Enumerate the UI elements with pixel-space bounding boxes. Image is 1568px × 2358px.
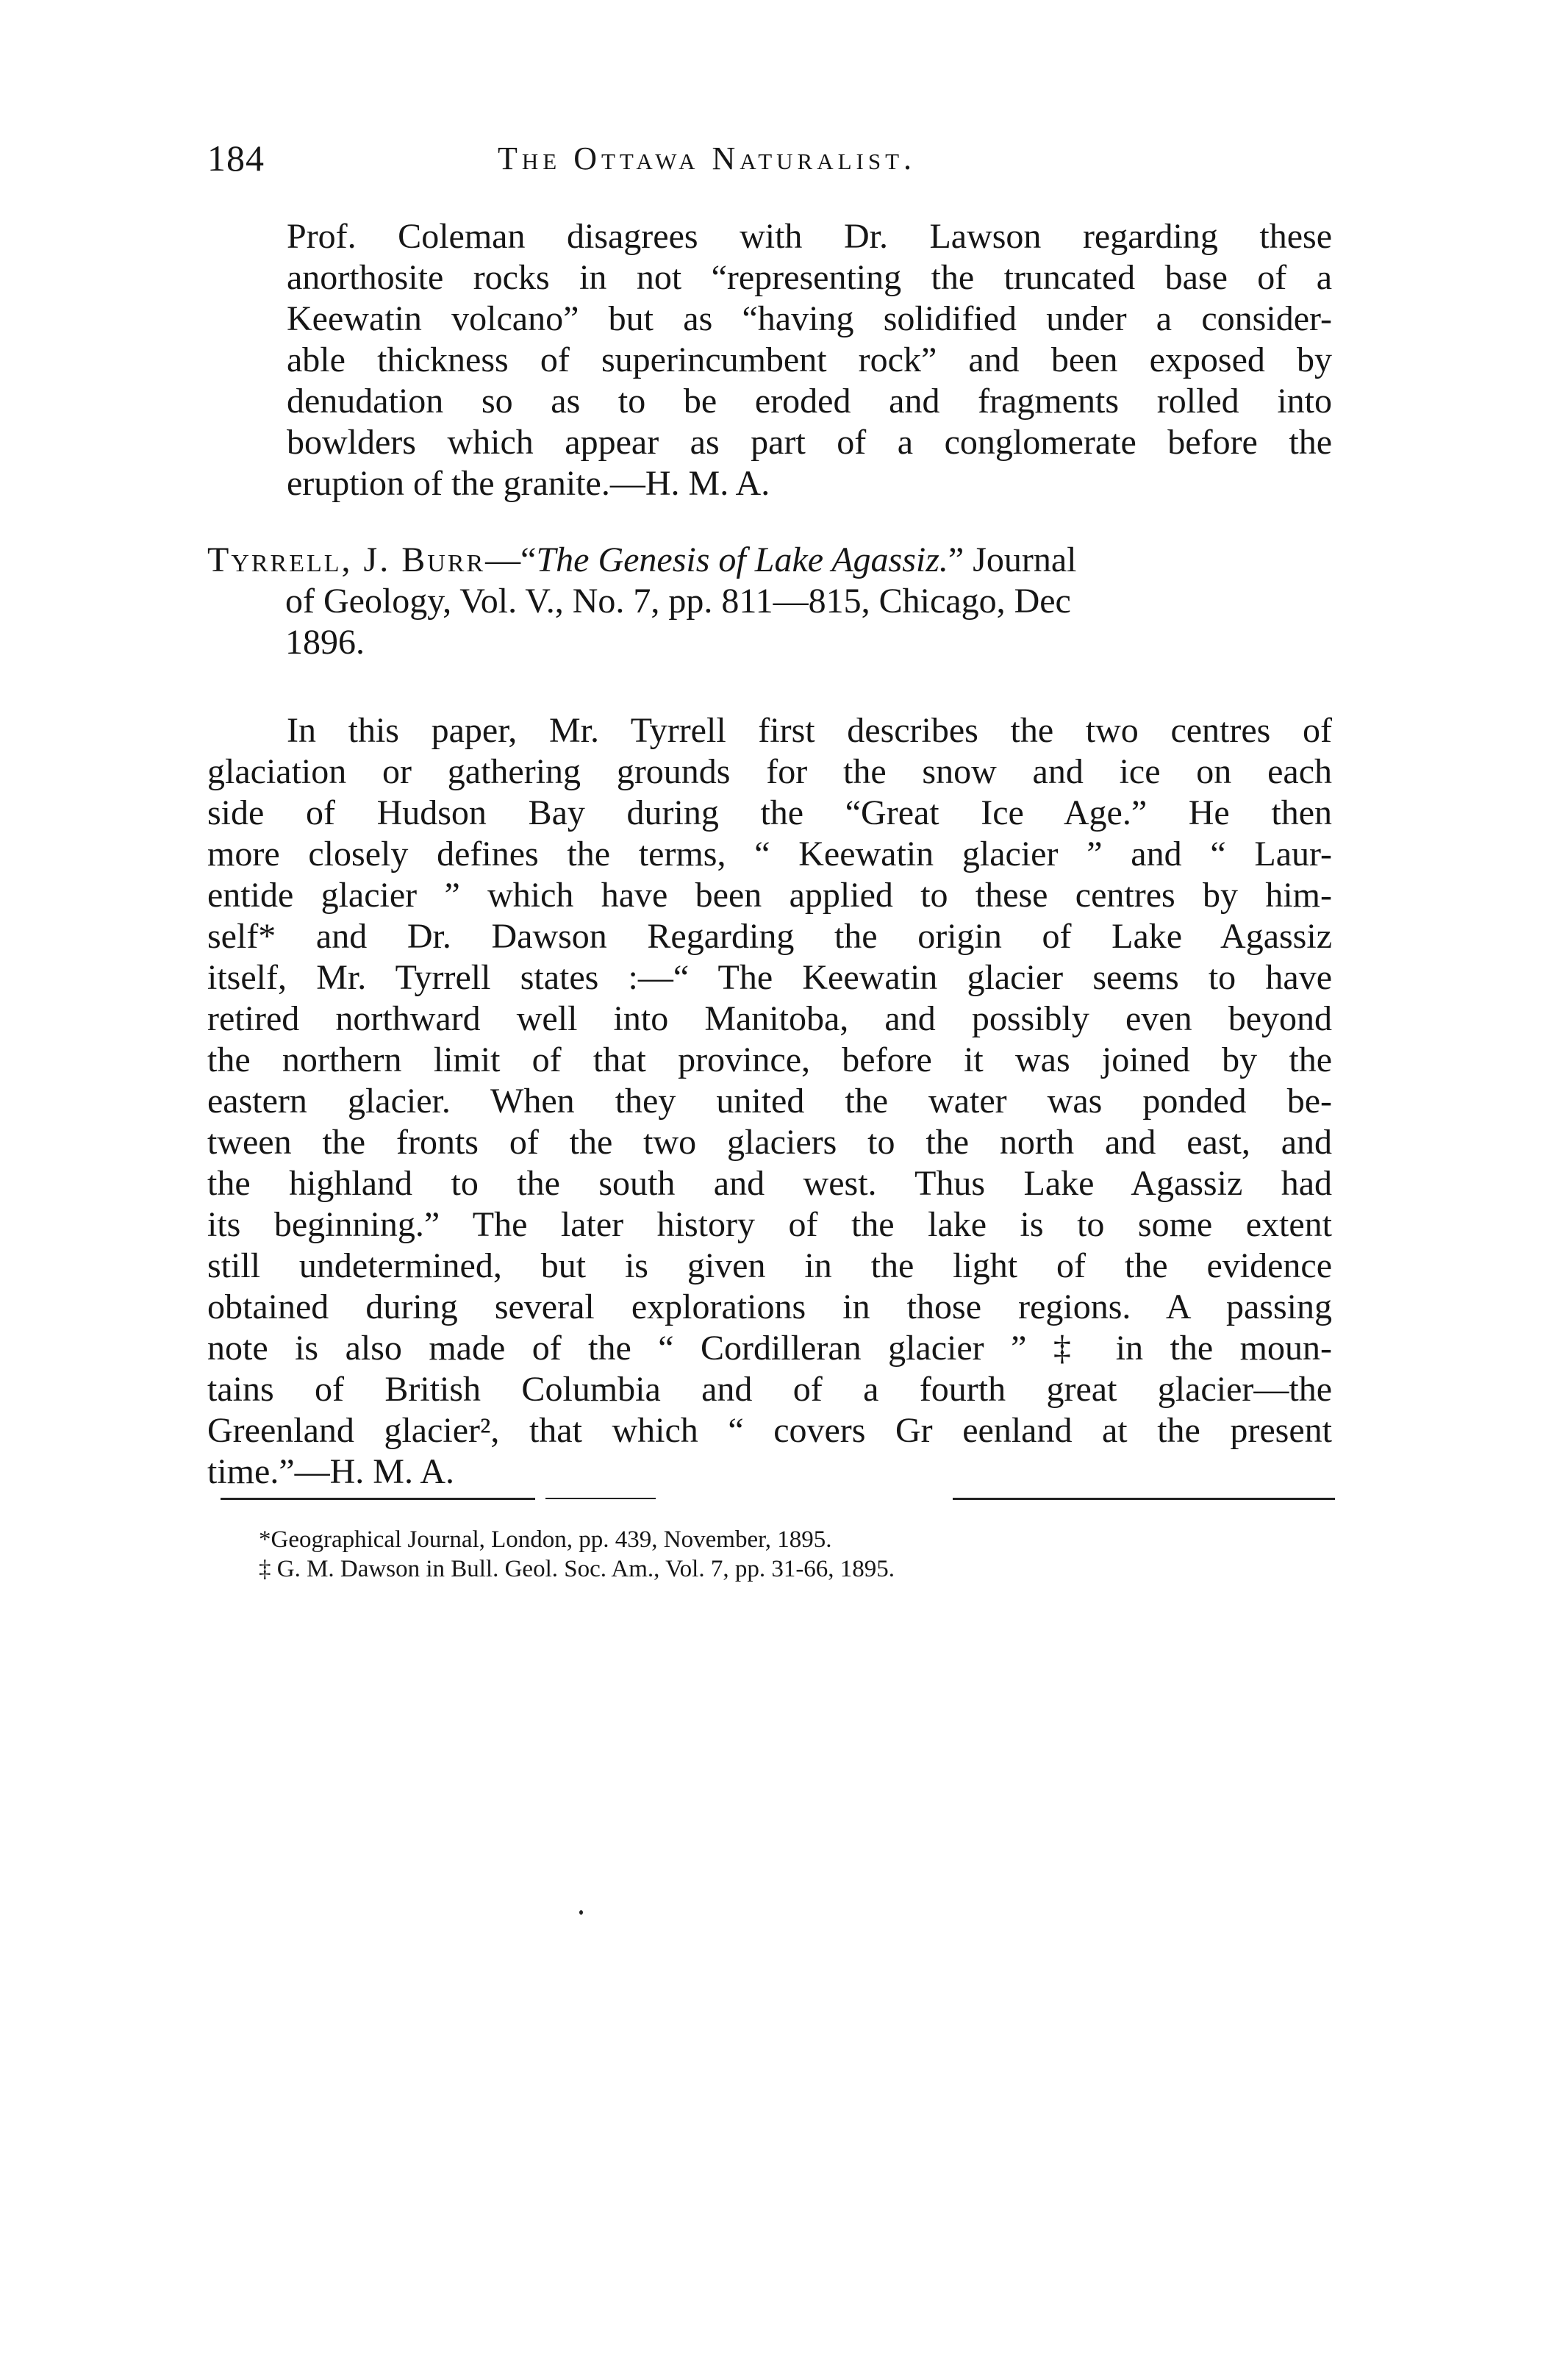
paragraph-line: tween the fronts of the two glaciers to the north and east, and — [207, 1123, 1332, 1162]
paragraph-line: able thickness of superincumbent rock” and been exposed by — [287, 340, 1332, 379]
citation-author: Tyrrell, J. Burr — [207, 540, 486, 579]
paragraph-line: its beginning.” The later history of the lake is to some extent — [207, 1205, 1332, 1244]
coleman-paragraph — [207, 216, 1332, 504]
paragraph-line: side of Hudson Bay during the “Great Ice Age.” He then — [207, 793, 1332, 832]
paragraph-line: note is also made of the “ Cordilleran glacier ” ‡ in the moun- — [207, 1329, 1332, 1368]
footnote-divider — [953, 1498, 1335, 1500]
footnote: *Geographical Journal, London, pp. 439, November, 1895. — [259, 1526, 832, 1553]
paragraph-line: eruption of the granite.—H. M. A. — [287, 464, 770, 503]
paragraph-line: self* and Dr. Dawson Regarding the origin of Lake Agassiz — [207, 917, 1332, 956]
paragraph-line: In this paper, Mr. Tyrrell first describes the two centres of — [287, 711, 1332, 750]
paragraph-line: Keewatin volcano” but as “having solidified under a consider- — [287, 299, 1332, 338]
footnote: ‡ G. M. Dawson in Bull. Geol. Soc. Am., Vol. 7, pp. 31-66, 1895. — [259, 1556, 895, 1582]
paragraph-line: Greenland glacier², that which “ covers Gr eenland at the present — [207, 1411, 1332, 1450]
footnote-divider — [545, 1498, 656, 1499]
running-title: The Ottawa Naturalist. — [498, 140, 917, 176]
paragraph-line: bowlders which appear as part of a conglomerate before the — [287, 423, 1332, 462]
review-citation — [207, 540, 1332, 663]
paragraph-line: glaciation or gathering grounds for the snow and ice on each — [207, 752, 1332, 791]
paragraph-line: still undetermined, but is given in the light of the evidence — [207, 1246, 1332, 1285]
paragraph-line: obtained during several explorations in those regions. A passing — [207, 1287, 1332, 1326]
page-header — [207, 137, 1332, 188]
citation-line: of Geology, Vol. V., No. 7, pp. 811—815, Chicago, Dec — [285, 582, 1071, 621]
paragraph-line: entide glacier ” which have been applied to these centres by him- — [207, 876, 1332, 915]
print-speck — [579, 1910, 583, 1915]
footnote-divider — [221, 1498, 535, 1500]
paragraph-line: tains of British Columbia and of a fourth great glacier—the — [207, 1370, 1332, 1409]
citation-dash: —“ — [485, 540, 537, 579]
citation-title: The Genesis of Lake Agassiz. — [536, 540, 948, 579]
paragraph-line: retired northward well into Manitoba, and possibly even beyond — [207, 999, 1332, 1038]
citation-close-quote: ” — [948, 540, 964, 579]
paragraph-line: anorthosite rocks in not “representing the truncated base of a — [287, 258, 1332, 297]
paragraph-line: eastern glacier. When they united the water was ponded be- — [207, 1082, 1332, 1121]
paragraph-line: itself, Mr. Tyrrell states :—“ The Keewatin glacier seems to have — [207, 958, 1332, 997]
paragraph-line: denudation so as to be eroded and fragments rolled into — [287, 382, 1332, 421]
review-paragraph — [207, 710, 1332, 1493]
citation-line: 1896. — [285, 623, 365, 662]
paragraph-line: more closely defines the terms, “ Keewatin glacier ” and “ Laur- — [207, 835, 1332, 873]
paragraph-line: the highland to the south and west. Thus Lake Agassiz had — [207, 1164, 1332, 1203]
citation-journal: Journal — [964, 540, 1077, 579]
paragraph-line: Prof. Coleman disagrees with Dr. Lawson regarding these — [287, 217, 1332, 256]
citation-line — [207, 540, 1332, 581]
page-number: 184 — [207, 137, 265, 179]
paragraph-line: time.”—H. M. A. — [207, 1452, 454, 1491]
paragraph-line: the northern limit of that province, before it was joined by the — [207, 1040, 1332, 1079]
footnotes — [259, 1525, 895, 1584]
